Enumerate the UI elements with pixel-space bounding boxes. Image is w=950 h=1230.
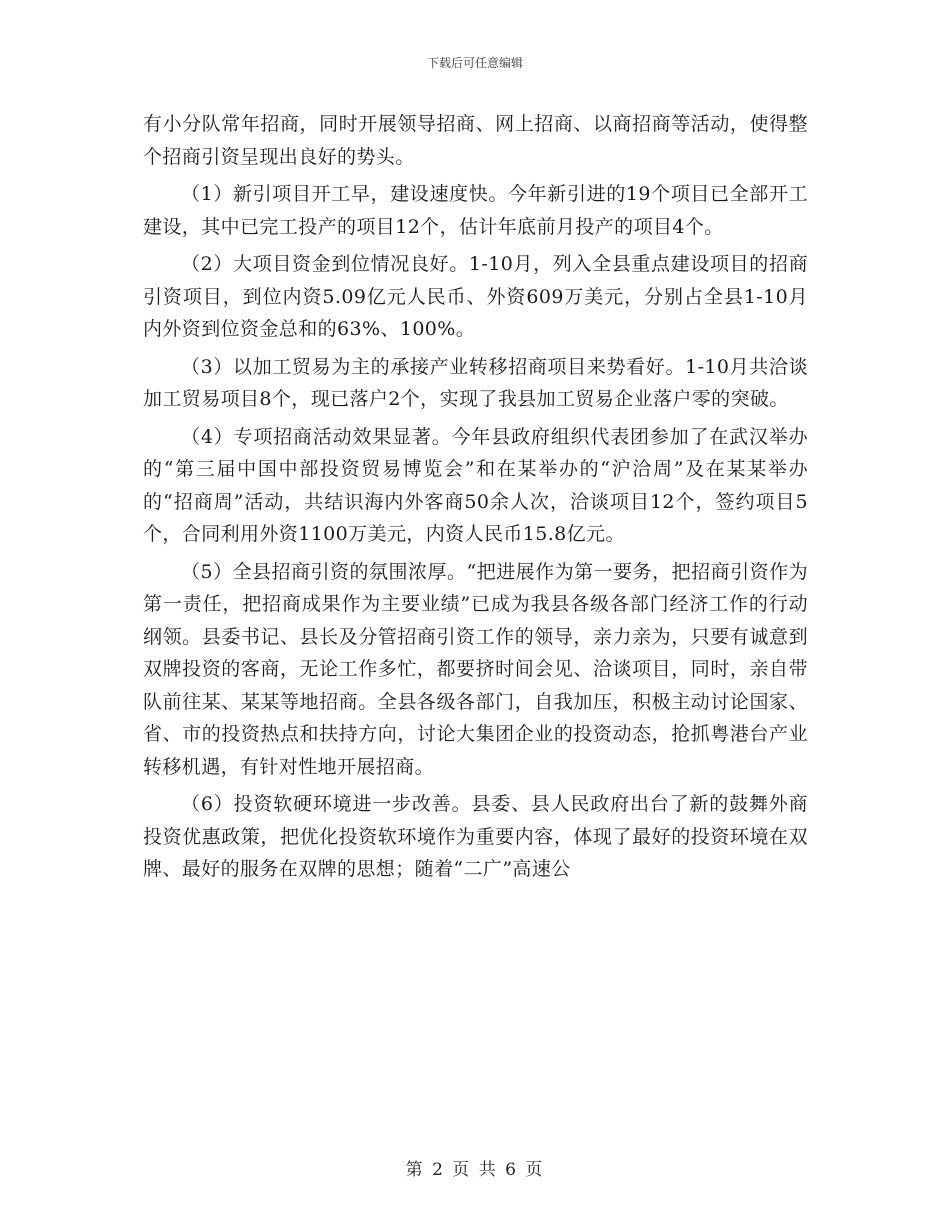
paragraph-item-2: （2）大项目资金到位情况良好。1-10月，列入全县重点建设项目的招商引资项目，到位内资5.09亿元人民币、外资609万美元，分别占全县1-10月内外资到位资金总和的63%、100%。 — [143, 253, 808, 340]
paragraph-item-3: （3）以加工贸易为主的承接产业转移招商项目来势看好。1-10月共洽谈加工贸易项目8个，现已落户2个，实现了我县加工贸易企业落户零的突破。 — [143, 355, 808, 410]
document-body — [143, 108, 808, 891]
paragraph-item-6: （6）投资软硬环境进一步改善。县委、县人民政府出台了新的鼓舞外商投资优惠政策，把优化投资软环境作为重要内容，体现了最好的投资环境在双牌、最好的服务在双牌的思想；随着“二广”高速公 — [143, 793, 808, 880]
page-number: 第 2 页 共 6 页 — [405, 1160, 545, 1180]
page-header-note: 下载后可任意编辑 — [426, 56, 523, 70]
paragraph-item-4: （4）专项招商活动效果显著。今年县政府组织代表团参加了在武汉举办的“第三届中国中部投资贸易博览会”和在某举办的“沪洽周”及在某某举办的“招商周”活动，共结识海内外客商50余人次，洽谈项目12个，签约项目5个，合同利用外资1100万美元，内资人民币15.8亿元。 — [143, 425, 808, 545]
paragraph-continuation: 有小分队常年招商，同时开展领导招商、网上招商、以商招商等活动，使得整个招商引资呈现出良好的势头。 — [143, 113, 808, 168]
paragraph-item-5: （5）全县招商引资的氛围浓厚。“把进展作为第一要务，把招商引资作为第一责任，把招商成果作为主要业绩”已成为我县各级各部门经济工作的行动纲领。县委书记、县长及分管招商引资工作的领导，亲力亲为，只要有诚意到双牌投资的客商，无论工作多忙，都要挤时间会见、洽谈项目，同时，亲自带队前往某、某某等地招商。全县各级各部门，自我加压，积极主动讨论国家、省、市的投资热点和扶持方向，讨论大集团企业的投资动态，抢抓粤港台产业转移机遇，有针对性地开展招商。 — [143, 560, 808, 778]
paragraph-item-1: （1）新引项目开工早，建设速度快。今年新引进的19个项目已全部开工建设，其中已完工投产的项目12个，估计年底前月投产的项目4个。 — [143, 183, 808, 238]
